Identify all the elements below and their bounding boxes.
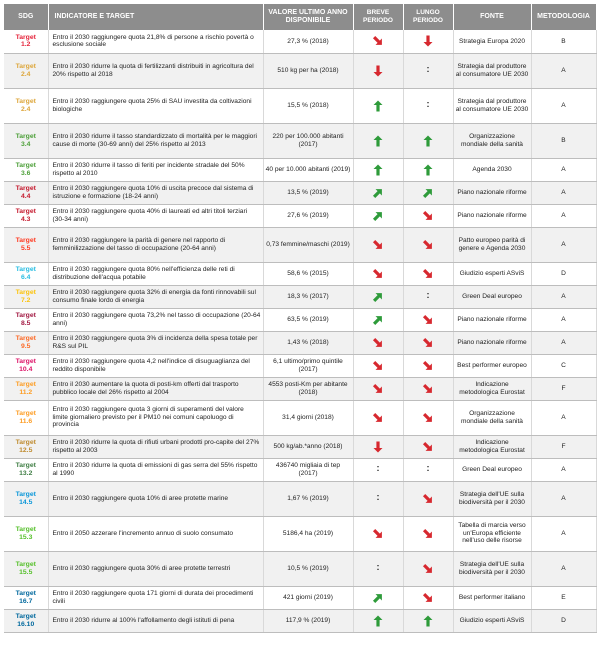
sdg-target-word: Target xyxy=(15,335,36,343)
sdg-target-word: Target xyxy=(15,237,36,245)
sdg-target-word: Target xyxy=(15,613,36,621)
header-sdg: SDG xyxy=(4,4,48,30)
table-row xyxy=(4,308,596,331)
table-row xyxy=(4,377,596,400)
source-text: Indicazione metodologica Eurostat xyxy=(453,435,531,458)
sdg-target-word: Target xyxy=(15,439,36,447)
arrow-down-right-icon xyxy=(421,528,435,540)
table-row xyxy=(4,481,596,516)
indicator-text: Entro il 2030 raggiungere quota 21,8% di persone a rischio povertà o esclusione sociale xyxy=(48,30,263,53)
long-period-trend xyxy=(403,354,453,377)
sdg-target-cell xyxy=(4,123,48,158)
long-period-trend xyxy=(403,435,453,458)
arrow-down-right-icon xyxy=(421,360,435,372)
source-text: Strategia dal produttore al consumatore UE 2030 xyxy=(453,88,531,123)
latest-value: 40 per 10.000 abitanti (2019) xyxy=(263,158,353,181)
arrow-down-right-icon xyxy=(421,563,435,575)
arrow-down-right-icon xyxy=(421,412,435,424)
arrow-down-right-icon xyxy=(421,383,435,395)
source-text: Giudizio esperti ASviS xyxy=(453,609,531,632)
latest-value: 18,3 % (2017) xyxy=(263,285,353,308)
long-period-trend xyxy=(403,516,453,551)
short-period-trend xyxy=(353,400,403,435)
arrow-down-right-icon xyxy=(421,314,435,326)
arrow-up-icon xyxy=(371,100,385,112)
indicator-text: Entro il 2030 raggiungere quota 3% di incidenza della spesa totale per R&S sul PIL xyxy=(48,331,263,354)
source-text: Tabella di marcia verso un'Europa efficiente nell'uso delle risorse xyxy=(453,516,531,551)
short-period-trend xyxy=(353,123,403,158)
arrow-up-icon xyxy=(421,615,435,627)
methodology-code: A xyxy=(531,88,596,123)
header-method: METODOLOGIA xyxy=(531,4,596,30)
sdg-target-cell xyxy=(4,53,48,88)
sdg-target-number: 14.5 xyxy=(19,498,33,506)
indicator-text: Entro il 2030 raggiungere quota 73,2% nel tasso di occupazione (20-64 anni) xyxy=(48,308,263,331)
source-text: Strategia dal produttore al consumatore UE 2030 xyxy=(453,53,531,88)
table-row xyxy=(4,354,596,377)
short-period-trend xyxy=(353,285,403,308)
source-text: Best performer europeo xyxy=(453,354,531,377)
sdg-target-number: 4.4 xyxy=(21,192,31,200)
sdg-target-word: Target xyxy=(15,491,36,499)
short-period-trend xyxy=(353,227,403,262)
arrow-up-right-icon xyxy=(371,592,385,604)
arrow-down-right-icon xyxy=(371,528,385,540)
arrow-up-right-icon xyxy=(371,314,385,326)
header-indicator: INDICATORE E TARGET xyxy=(48,4,263,30)
latest-value: 1,43 % (2018) xyxy=(263,331,353,354)
header-row xyxy=(4,4,596,30)
long-period-trend xyxy=(403,285,453,308)
long-period-trend xyxy=(403,262,453,285)
arrow-down-right-icon xyxy=(371,337,385,349)
sdg-target-cell xyxy=(4,181,48,204)
arrow-up-icon xyxy=(421,135,435,147)
sdg-target-cell xyxy=(4,481,48,516)
long-period-trend xyxy=(403,30,453,53)
table-row xyxy=(4,158,596,181)
indicator-text: Entro il 2030 ridurre la quota di rifiuti urbani prodotti pro-capite del 27% rispetto al 2003 xyxy=(48,435,263,458)
source-text: Agenda 2030 xyxy=(453,158,531,181)
latest-value: 0,73 femmine/maschi (2019) xyxy=(263,227,353,262)
neutral-trend-icon: : xyxy=(376,492,380,503)
arrow-down-icon xyxy=(371,441,385,453)
arrow-down-right-icon xyxy=(421,441,435,453)
long-period-trend xyxy=(403,227,453,262)
table-row xyxy=(4,227,596,262)
latest-value: 117,9 % (2019) xyxy=(263,609,353,632)
arrow-up-right-icon xyxy=(371,291,385,303)
latest-value: 58,6 % (2015) xyxy=(263,262,353,285)
arrow-down-right-icon xyxy=(371,412,385,424)
sdg-target-cell xyxy=(4,308,48,331)
source-text: Strategia dell'UE sulla biodiversità per il 2030 xyxy=(453,481,531,516)
header-value: VALORE ULTIMO ANNO DISPONIBILE xyxy=(263,4,353,30)
sdg-target-number: 7.2 xyxy=(21,296,31,304)
methodology-code: A xyxy=(531,458,596,481)
sdg-target-cell xyxy=(4,586,48,609)
sdg-target-cell xyxy=(4,262,48,285)
methodology-code: E xyxy=(531,586,596,609)
arrow-up-right-icon xyxy=(371,187,385,199)
latest-value: 63,5 % (2019) xyxy=(263,308,353,331)
header-source: FONTE xyxy=(453,4,531,30)
short-period-trend xyxy=(353,308,403,331)
methodology-code: F xyxy=(531,377,596,400)
short-period-trend xyxy=(353,53,403,88)
arrow-up-right-icon xyxy=(371,210,385,222)
latest-value: 6,1 ultimo/primo quintile (2017) xyxy=(263,354,353,377)
sdg-target-number: 8.5 xyxy=(21,319,31,327)
table-row xyxy=(4,123,596,158)
sdg-target-number: 3.6 xyxy=(21,169,31,177)
methodology-code: B xyxy=(531,30,596,53)
methodology-code: A xyxy=(531,204,596,227)
table-wrapper xyxy=(4,4,596,659)
arrow-up-icon xyxy=(371,164,385,176)
methodology-code: A xyxy=(531,158,596,181)
neutral-trend-icon: : xyxy=(426,463,430,474)
long-period-trend xyxy=(403,551,453,586)
short-period-trend xyxy=(353,204,403,227)
latest-value: 220 per 100.000 abitanti (2017) xyxy=(263,123,353,158)
indicator-text: Entro il 2030 aumentare la quota di posti-km offerti dal trasporto pubblico locale del 26% rispetto al 2004 xyxy=(48,377,263,400)
latest-value: 15,5 % (2018) xyxy=(263,88,353,123)
latest-value: 1,67 % (2019) xyxy=(263,481,353,516)
table-row xyxy=(4,204,596,227)
indicator-text: Entro il 2030 raggiungere quota 10% di aree protette marine xyxy=(48,481,263,516)
sdg-target-number: 16.7 xyxy=(19,597,33,605)
methodology-code: A xyxy=(531,227,596,262)
indicator-text: Entro il 2030 raggiungere quota 80% nell'efficienza delle reti di distribuzione dell'acqua potabile xyxy=(48,262,263,285)
sdg-target-cell xyxy=(4,227,48,262)
indicator-text: Entro il 2030 raggiungere la parità di genere nel rapporto di femminilizzazione del tasso di occupazione (20-64 anni) xyxy=(48,227,263,262)
arrow-down-right-icon xyxy=(421,592,435,604)
short-period-trend xyxy=(353,181,403,204)
latest-value: 500 kg/ab.*anno (2018) xyxy=(263,435,353,458)
short-period-trend xyxy=(353,354,403,377)
long-period-trend xyxy=(403,308,453,331)
sdg-target-word: Target xyxy=(15,358,36,366)
latest-value: 31,4 giorni (2018) xyxy=(263,400,353,435)
arrow-up-right-icon xyxy=(421,187,435,199)
methodology-code: A xyxy=(531,181,596,204)
sdg-target-number: 5.5 xyxy=(21,244,31,252)
arrow-down-icon xyxy=(371,65,385,77)
arrow-down-icon xyxy=(421,35,435,47)
arrow-down-right-icon xyxy=(421,239,435,251)
sdg-target-number: 10.4 xyxy=(19,365,33,373)
latest-value: 13,5 % (2019) xyxy=(263,181,353,204)
table-body xyxy=(4,30,596,632)
sdg-target-number: 3.4 xyxy=(21,140,31,148)
sdg-target-cell xyxy=(4,377,48,400)
arrow-down-right-icon xyxy=(371,268,385,280)
source-text: Piano nazionale riforme xyxy=(453,204,531,227)
neutral-trend-icon: : xyxy=(376,463,380,474)
methodology-code: A xyxy=(531,516,596,551)
arrow-down-right-icon xyxy=(371,383,385,395)
indicator-text: Entro il 2050 azzerare l'incremento annuo di suolo consumato xyxy=(48,516,263,551)
arrow-down-right-icon xyxy=(371,360,385,372)
sdg-target-word: Target xyxy=(15,63,36,71)
table-row xyxy=(4,262,596,285)
source-text: Strategia Europa 2020 xyxy=(453,30,531,53)
short-period-trend xyxy=(353,516,403,551)
arrow-up-icon xyxy=(371,135,385,147)
methodology-code: A xyxy=(531,53,596,88)
table-row xyxy=(4,400,596,435)
indicator-text: Entro il 2030 ridurre il tasso di feriti per incidente stradale del 50% rispetto al 2010 xyxy=(48,158,263,181)
methodology-code: C xyxy=(531,354,596,377)
methodology-code: A xyxy=(531,285,596,308)
arrow-down-right-icon xyxy=(371,239,385,251)
table-row xyxy=(4,88,596,123)
source-text: Best performer italiano xyxy=(453,586,531,609)
short-period-trend xyxy=(353,377,403,400)
methodology-code: D xyxy=(531,262,596,285)
short-period-trend xyxy=(353,30,403,53)
latest-value: 436740 migliaia di tep (2017) xyxy=(263,458,353,481)
long-period-trend xyxy=(403,158,453,181)
long-period-trend xyxy=(403,88,453,123)
table-row xyxy=(4,435,596,458)
methodology-code: A xyxy=(531,481,596,516)
table-row xyxy=(4,181,596,204)
sdg-target-word: Target xyxy=(15,133,36,141)
latest-value: 10,5 % (2019) xyxy=(263,551,353,586)
methodology-code: A xyxy=(531,551,596,586)
sdg-target-number: 2.4 xyxy=(21,70,31,78)
indicator-text: Entro il 2030 raggiungere quota 3 giorni di superamenti del valore limite giornaliero previsto per il PM10 nei comuni capoluogo di provincia xyxy=(48,400,263,435)
sdg-target-word: Target xyxy=(15,312,36,320)
arrow-down-right-icon xyxy=(371,35,385,47)
sdg-target-cell xyxy=(4,88,48,123)
sdg-target-word: Target xyxy=(15,289,36,297)
methodology-code: F xyxy=(531,435,596,458)
short-period-trend xyxy=(353,481,403,516)
methodology-code: A xyxy=(531,308,596,331)
sdg-target-cell xyxy=(4,400,48,435)
sdg-target-word: Target xyxy=(15,33,36,41)
indicator-text: Entro il 2030 ridurre al 100% l'affollamento degli istituti di pena xyxy=(48,609,263,632)
arrow-down-right-icon xyxy=(421,337,435,349)
sdg-target-number: 16.10 xyxy=(17,620,35,628)
methodology-code: A xyxy=(531,331,596,354)
sdg-target-number: 15.5 xyxy=(19,568,33,576)
neutral-trend-icon: : xyxy=(426,99,430,110)
indicator-text: Entro il 2030 raggiungere quota 4,2 nell'indice di disuguaglianza del reddito disponibile xyxy=(48,354,263,377)
short-period-trend xyxy=(353,586,403,609)
source-text: Strategia dell'UE sulla biodiversità per il 2030 xyxy=(453,551,531,586)
source-text: Patto europeo parità di genere e Agenda 2030 xyxy=(453,227,531,262)
indicator-text: Entro il 2030 raggiungere quota 30% di aree protette terrestri xyxy=(48,551,263,586)
sdg-target-number: 13.2 xyxy=(19,469,33,477)
latest-value: 27,3 % (2018) xyxy=(263,30,353,53)
sdg-target-cell xyxy=(4,30,48,53)
methodology-code: A xyxy=(531,400,596,435)
sdg-target-cell xyxy=(4,551,48,586)
arrow-up-icon xyxy=(421,164,435,176)
latest-value: 421 giorni (2019) xyxy=(263,586,353,609)
sdg-target-word: Target xyxy=(15,590,36,598)
indicator-text: Entro il 2030 ridurre il tasso standardizzato di mortalità per le maggiori cause di morte (30-69 anni) del 25% rispetto al 2013 xyxy=(48,123,263,158)
sdg-target-number: 12.5 xyxy=(19,446,33,454)
short-period-trend xyxy=(353,551,403,586)
long-period-trend xyxy=(403,53,453,88)
sdg-target-cell xyxy=(4,204,48,227)
short-period-trend xyxy=(353,331,403,354)
indicator-text: Entro il 2030 raggiungere quota 171 giorni di durata dei procedimenti civili xyxy=(48,586,263,609)
methodology-code: B xyxy=(531,123,596,158)
sdg-target-cell xyxy=(4,285,48,308)
table-row xyxy=(4,516,596,551)
long-period-trend xyxy=(403,331,453,354)
source-text: Green Deal europeo xyxy=(453,458,531,481)
neutral-trend-icon: : xyxy=(376,562,380,573)
latest-value: 510 kg per ha (2018) xyxy=(263,53,353,88)
sdg-target-word: Target xyxy=(15,462,36,470)
table-row xyxy=(4,586,596,609)
sdg-target-cell xyxy=(4,158,48,181)
header-short-period: BREVE PERIODO xyxy=(353,4,403,30)
methodology-code: D xyxy=(531,609,596,632)
indicator-text: Entro il 2030 raggiungere quota 40% di laureati ed altri titoli terziari (30-34 anni) xyxy=(48,204,263,227)
neutral-trend-icon: : xyxy=(426,290,430,301)
sdg-target-cell xyxy=(4,331,48,354)
sdg-target-number: 2.4 xyxy=(21,105,31,113)
source-text: Piano nazionale riforme xyxy=(453,308,531,331)
arrow-down-right-icon xyxy=(421,210,435,222)
source-text: Indicazione metodologica Eurostat xyxy=(453,377,531,400)
header-long-period: LUNGO PERIODO xyxy=(403,4,453,30)
sdg-target-number: 11.6 xyxy=(19,417,33,425)
sdg-target-cell xyxy=(4,435,48,458)
long-period-trend xyxy=(403,123,453,158)
sdg-target-word: Target xyxy=(15,561,36,569)
latest-value: 27,6 % (2019) xyxy=(263,204,353,227)
indicator-text: Entro il 2030 raggiungere quota 10% di uscita precoce dal sistema di istruzione e formazione (18-24 anni) xyxy=(48,181,263,204)
short-period-trend xyxy=(353,262,403,285)
short-period-trend xyxy=(353,435,403,458)
sdg-target-number: 11.2 xyxy=(19,388,33,396)
sdg-target-word: Target xyxy=(15,381,36,389)
source-text: Giudizio esperti ASviS xyxy=(453,262,531,285)
latest-value: 5186,4 ha (2019) xyxy=(263,516,353,551)
long-period-trend xyxy=(403,181,453,204)
table-row xyxy=(4,53,596,88)
source-text: Organizzazione mondiale della sanità xyxy=(453,400,531,435)
indicator-text: Entro il 2030 raggiungere quota 25% di SAU investita da coltivazioni biologiche xyxy=(48,88,263,123)
table-row xyxy=(4,609,596,632)
long-period-trend xyxy=(403,458,453,481)
sdg-target-number: 9.5 xyxy=(21,342,31,350)
sdg-target-word: Target xyxy=(15,526,36,534)
long-period-trend xyxy=(403,609,453,632)
sdg-target-word: Target xyxy=(15,162,36,170)
table-row xyxy=(4,30,596,53)
indicator-text: Entro il 2030 ridurre la quota di fertilizzanti distribuiti in agricoltura del 20% rispetto al 2018 xyxy=(48,53,263,88)
sdg-target-number: 6.4 xyxy=(21,273,31,281)
long-period-trend xyxy=(403,204,453,227)
sdg-target-word: Target xyxy=(15,208,36,216)
short-period-trend xyxy=(353,458,403,481)
long-period-trend xyxy=(403,377,453,400)
table-row xyxy=(4,285,596,308)
table-row xyxy=(4,458,596,481)
long-period-trend xyxy=(403,400,453,435)
sdg-target-cell xyxy=(4,354,48,377)
source-text: Piano nazionale riforme xyxy=(453,181,531,204)
sdg-target-number: 15.3 xyxy=(19,533,33,541)
sdg-target-number: 4.3 xyxy=(21,215,31,223)
short-period-trend xyxy=(353,88,403,123)
sdg-target-number: 1.2 xyxy=(21,41,31,49)
sdg-target-word: Target xyxy=(15,266,36,274)
source-text: Organizzazione mondiale della sanità xyxy=(453,123,531,158)
sdg-targets-table xyxy=(4,4,597,633)
neutral-trend-icon: : xyxy=(426,64,430,75)
latest-value: 4553 posti-Km per abitante (2018) xyxy=(263,377,353,400)
source-text: Green Deal europeo xyxy=(453,285,531,308)
sdg-target-word: Target xyxy=(15,98,36,106)
table-row xyxy=(4,551,596,586)
sdg-target-cell xyxy=(4,609,48,632)
arrow-down-right-icon xyxy=(421,493,435,505)
sdg-target-cell xyxy=(4,458,48,481)
long-period-trend xyxy=(403,481,453,516)
sdg-target-word: Target xyxy=(15,410,36,418)
sdg-target-cell xyxy=(4,516,48,551)
short-period-trend xyxy=(353,158,403,181)
table-row xyxy=(4,331,596,354)
indicator-text: Entro il 2030 ridurre la quota di emissioni di gas serra del 55% rispetto al 1990 xyxy=(48,458,263,481)
indicator-text: Entro il 2030 raggiungere quota 32% di energia da fonti rinnovabili sul consumo finale lordo di energia xyxy=(48,285,263,308)
sdg-target-word: Target xyxy=(15,185,36,193)
arrow-down-right-icon xyxy=(421,268,435,280)
long-period-trend xyxy=(403,586,453,609)
short-period-trend xyxy=(353,609,403,632)
arrow-up-icon xyxy=(371,615,385,627)
source-text: Piano nazionale riforme xyxy=(453,331,531,354)
